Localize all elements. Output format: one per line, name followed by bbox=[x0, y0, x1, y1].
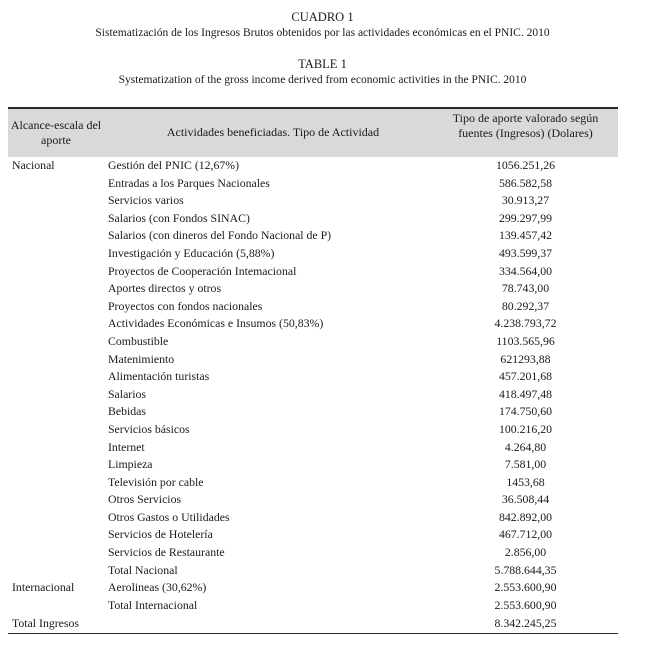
row-activity: Gestión del PNIC (12,67%) bbox=[108, 158, 240, 172]
row-value: 2.553.600,90 bbox=[494, 597, 557, 612]
row-activity: Aerolineas (30,62%) bbox=[108, 580, 207, 595]
row-value: 2.856,00 bbox=[504, 545, 547, 560]
row-activity: Limpieza bbox=[108, 457, 153, 472]
table-row bbox=[8, 245, 618, 263]
total-label: Total Ingresos bbox=[12, 616, 79, 631]
row-activity: Total Nacional bbox=[108, 562, 178, 577]
total-value: 8.342.245,25 bbox=[494, 616, 557, 631]
table-row bbox=[8, 544, 618, 562]
table-row bbox=[8, 280, 618, 298]
table-row bbox=[8, 456, 618, 474]
table-row bbox=[8, 421, 618, 439]
table-row bbox=[8, 175, 618, 193]
row-activity: Servicios de Hotelería bbox=[108, 527, 213, 542]
table-row bbox=[8, 368, 618, 386]
row-activity: Televisión por cable bbox=[108, 474, 204, 489]
row-activity: Matenimiento bbox=[108, 351, 175, 366]
row-activity: Salarios (con dineros del Fondo Nacional de P) bbox=[108, 228, 332, 243]
row-value: 80.292,37 bbox=[501, 298, 550, 313]
row-activity: Bebidas bbox=[108, 404, 147, 419]
row-value: 30.913,27 bbox=[501, 193, 550, 208]
table-row bbox=[8, 491, 618, 509]
row-activity: Salarios (con Fondos SINAC) bbox=[108, 210, 250, 225]
table-row bbox=[8, 157, 618, 175]
row-value: 1453,68 bbox=[506, 474, 545, 489]
row-value: 299.297,99 bbox=[498, 210, 553, 225]
table-row bbox=[8, 351, 618, 369]
row-scope: Nacional bbox=[12, 158, 55, 172]
row-value: 1103.565,96 bbox=[496, 333, 555, 348]
row-value: 621293,88 bbox=[500, 351, 551, 366]
table-row bbox=[8, 403, 618, 421]
row-value: 1056.251,26 bbox=[496, 158, 555, 172]
table-title-en: TABLE 1 bbox=[298, 57, 347, 71]
table-row bbox=[8, 526, 618, 544]
table-row bbox=[8, 579, 618, 597]
row-value: 493.599,37 bbox=[498, 245, 553, 260]
total-row bbox=[8, 615, 618, 634]
row-value: 418.497,48 bbox=[498, 386, 553, 401]
row-activity: Proyectos con fondos nacionales bbox=[108, 298, 263, 313]
row-value: 100.216,20 bbox=[498, 421, 553, 436]
table-row bbox=[8, 210, 618, 228]
table-row bbox=[8, 386, 618, 404]
table-row bbox=[8, 562, 618, 580]
header-activity: Actividades beneficiadas. Tipo de Actividad bbox=[166, 125, 380, 139]
row-value: 467.712,00 bbox=[498, 527, 553, 542]
table-subtitle-es: Sistematización de los Ingresos Brutos obtenidos por las actividades económicas en el PNIC. 2010 bbox=[95, 27, 550, 39]
row-value: 4.264,80 bbox=[504, 439, 547, 454]
row-activity: Alimentación turistas bbox=[108, 369, 210, 384]
header-scope: Alcance-escala del aporte bbox=[10, 118, 102, 147]
row-activity: Servicios básicos bbox=[108, 421, 190, 436]
row-value: 334.564,00 bbox=[498, 263, 553, 278]
row-activity: Servicios de Restaurante bbox=[108, 545, 225, 560]
row-value: 5.788.644,35 bbox=[494, 562, 557, 577]
row-value: 139.457,42 bbox=[498, 228, 553, 243]
row-activity: Proyectos de Cooperación Intemacional bbox=[108, 263, 297, 278]
table-title-es: CUADRO 1 bbox=[291, 10, 354, 24]
row-value: 842.892,00 bbox=[498, 509, 553, 524]
row-activity: Internet bbox=[108, 439, 145, 454]
table-row bbox=[8, 597, 618, 615]
row-value: 2.553.600,90 bbox=[494, 580, 557, 595]
row-activity: Otros Gastos o Utilidades bbox=[108, 509, 230, 524]
header-value: Tipo de aporte valorado según fuentes (Ingresos) (Dolares) bbox=[452, 111, 599, 140]
table-row bbox=[8, 227, 618, 245]
table-row bbox=[8, 474, 618, 492]
row-activity: Otros Servicios bbox=[108, 492, 182, 507]
row-activity: Salarios bbox=[108, 386, 147, 401]
table-row bbox=[8, 263, 618, 281]
row-activity: Servicios varios bbox=[108, 193, 184, 208]
row-activity: Combustible bbox=[108, 333, 169, 348]
row-activity: Aportes directos y otros bbox=[108, 281, 222, 296]
table-row bbox=[8, 315, 618, 333]
row-scope: Internacional bbox=[12, 580, 75, 595]
table-row bbox=[8, 509, 618, 527]
row-activity: Actividades Económicas e Insumos (50,83%) bbox=[108, 316, 324, 331]
row-activity: Investigación y Educación (5,88%) bbox=[108, 245, 275, 260]
row-value: 457.201,68 bbox=[498, 369, 553, 384]
table-row bbox=[8, 439, 618, 457]
row-value: 586.582,58 bbox=[498, 175, 553, 190]
table-body bbox=[8, 157, 618, 614]
table-subtitle-en: Systematization of the gross income derived from economic activities in the PNIC. 2010 bbox=[118, 74, 527, 86]
row-value: 36.508,44 bbox=[501, 492, 550, 507]
row-value: 78.743,00 bbox=[501, 281, 550, 296]
row-value: 4.238.793,72 bbox=[494, 316, 557, 331]
row-activity: Total Internacional bbox=[108, 597, 198, 612]
row-activity: Entradas a los Parques Nacionales bbox=[108, 175, 270, 190]
table-row bbox=[8, 298, 618, 316]
table-header bbox=[8, 107, 618, 157]
table-row bbox=[8, 333, 618, 351]
table-row bbox=[8, 192, 618, 210]
income-table bbox=[8, 107, 618, 634]
row-value: 174.750,60 bbox=[498, 404, 553, 419]
row-value: 7.581,00 bbox=[504, 457, 547, 472]
